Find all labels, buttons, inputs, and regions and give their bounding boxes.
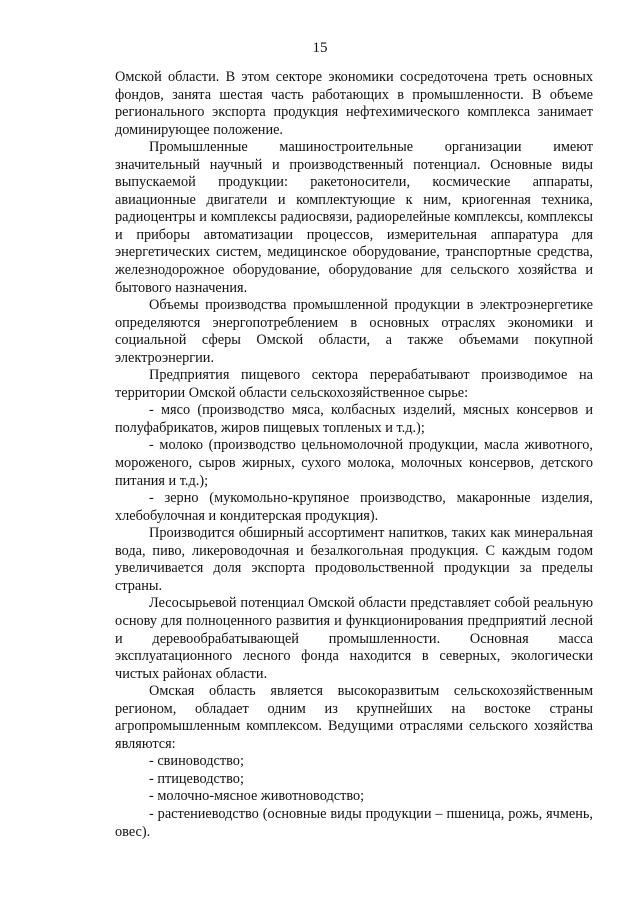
- list-item: - зерно (мукомольно-крупяное производство, макаронные изделия, хлебобулочная и кондитерская продукция).: [115, 490, 593, 524]
- paragraph: Предприятия пищевого сектора перерабатывают производимое на территории Омской области сельскохозяйственное сырье:: [115, 367, 593, 401]
- document-body: [115, 69, 593, 841]
- list-item: - мясо (производство мяса, колбасных изделий, мясных консервов и полуфабрикатов, жиров пищевых топленых и т.д.);: [115, 402, 593, 436]
- paragraph: Промышленные машиностроительные организации имеют значительный научный и производственный потенциал. Основные виды выпускаемой продукции: ракетоносители, космические аппараты, авиационные двигатели и комплектующие к ним, криогенная техника, радиоцентры и комплексы радиосвязи, радиорелейные комплексы, комплексы и приборы автоматизации процессов, измерительная аппаратура для энергетических систем, медицинское оборудование, транспортные средства, железнодорожное оборудование, оборудование для сельского хозяйства и бытового назначения.: [115, 139, 593, 296]
- list-item: - молочно-мясное животноводство;: [149, 788, 365, 805]
- paragraph: Омская область является высокоразвитым сельскохозяйственным регионом, обладает одним из крупнейших на востоке страны агропромышленным комплексом. Ведущими отраслями сельского хозяйства являются:: [115, 683, 593, 752]
- list-item: - птицеводство;: [149, 770, 244, 787]
- paragraph: Омской области. В этом секторе экономики сосредоточена треть основных фондов, занята шестая часть работающих в промышленности. В объеме регионального экспорта продукция нефтехимического комплекса занимает доминирующее положение.: [115, 69, 593, 138]
- page-number: 15: [312, 40, 328, 56]
- paragraph: Лесосырьевой потенциал Омской области представляет собой реальную основу для полноценного развития и функционирования предприятий лесной и деревообрабатывающей промышленности. Основная масса эксплуатационного лесного фонда находится в северных, экологически чистых районах области.: [115, 595, 593, 682]
- list-item: - свиноводство;: [149, 753, 244, 770]
- paragraph: Объемы производства промышленной продукции в электроэнергетике определяются энергопотреблением в основных отраслях экономики и социальной сферы Омской области, а также объемами покупной электроэнергии.: [115, 297, 593, 366]
- paragraph: Производится обширный ассортимент напитков, таких как минеральная вода, пиво, ликероводочная и безалкогольная продукция. С каждым годом увеличивается доля экспорта продовольственной продукции за пределы страны.: [115, 525, 593, 594]
- list-item: - растениеводство (основные виды продукции – пшеница, рожь, ячмень, овес).: [115, 805, 593, 840]
- list-item: - молоко (производство цельномолочной продукции, масла животного, мороженого, сыров жирных, сухого молока, молочных консервов, детского питания и т.д.);: [115, 437, 593, 489]
